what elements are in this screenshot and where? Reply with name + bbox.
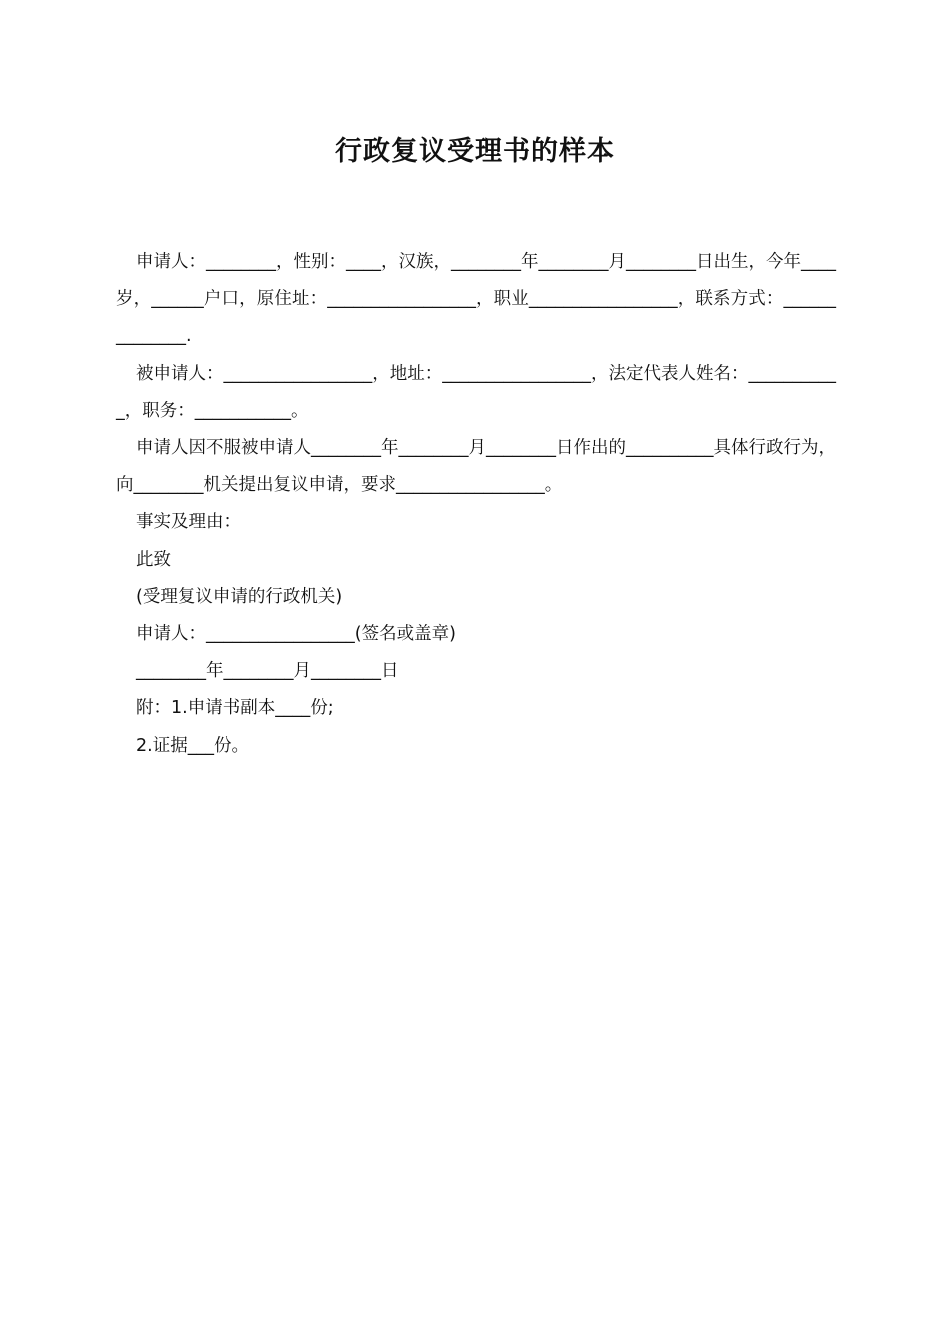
respondent-info-paragraph: 被申请人：_________________，地址：_________________，法定代表人姓名：___________，职务：___________。 (116, 363, 836, 421)
salutation-line: 此致 (136, 549, 171, 570)
request-paragraph: 申请人因不服被申请人________年________月________日作出的__________具体行政行为，向________机关提出复议申请，要求_________________。 (116, 438, 836, 496)
applicant-info-paragraph: 申请人：________，性别：____，汉族，________年________月________日出生，今年____岁，______户口，原住址：_________________，职业_________________，联系方式：______________. (116, 252, 836, 347)
facts-reasons-heading: 事实及理由： (136, 512, 241, 533)
applicant-signature-line: 申请人：_________________(签名或盖章) (136, 624, 456, 645)
document-title: 行政复议受理书的样本 (335, 136, 615, 167)
date-line: ________年________月________日 (136, 661, 399, 682)
recipient-agency-line: (受理复议申请的行政机关) (136, 586, 343, 607)
document-body (116, 244, 836, 765)
attachment-line-1: 附：1.申请书副本____份; (136, 698, 334, 719)
attachment-line-2: 2.证据___份。 (136, 735, 249, 756)
